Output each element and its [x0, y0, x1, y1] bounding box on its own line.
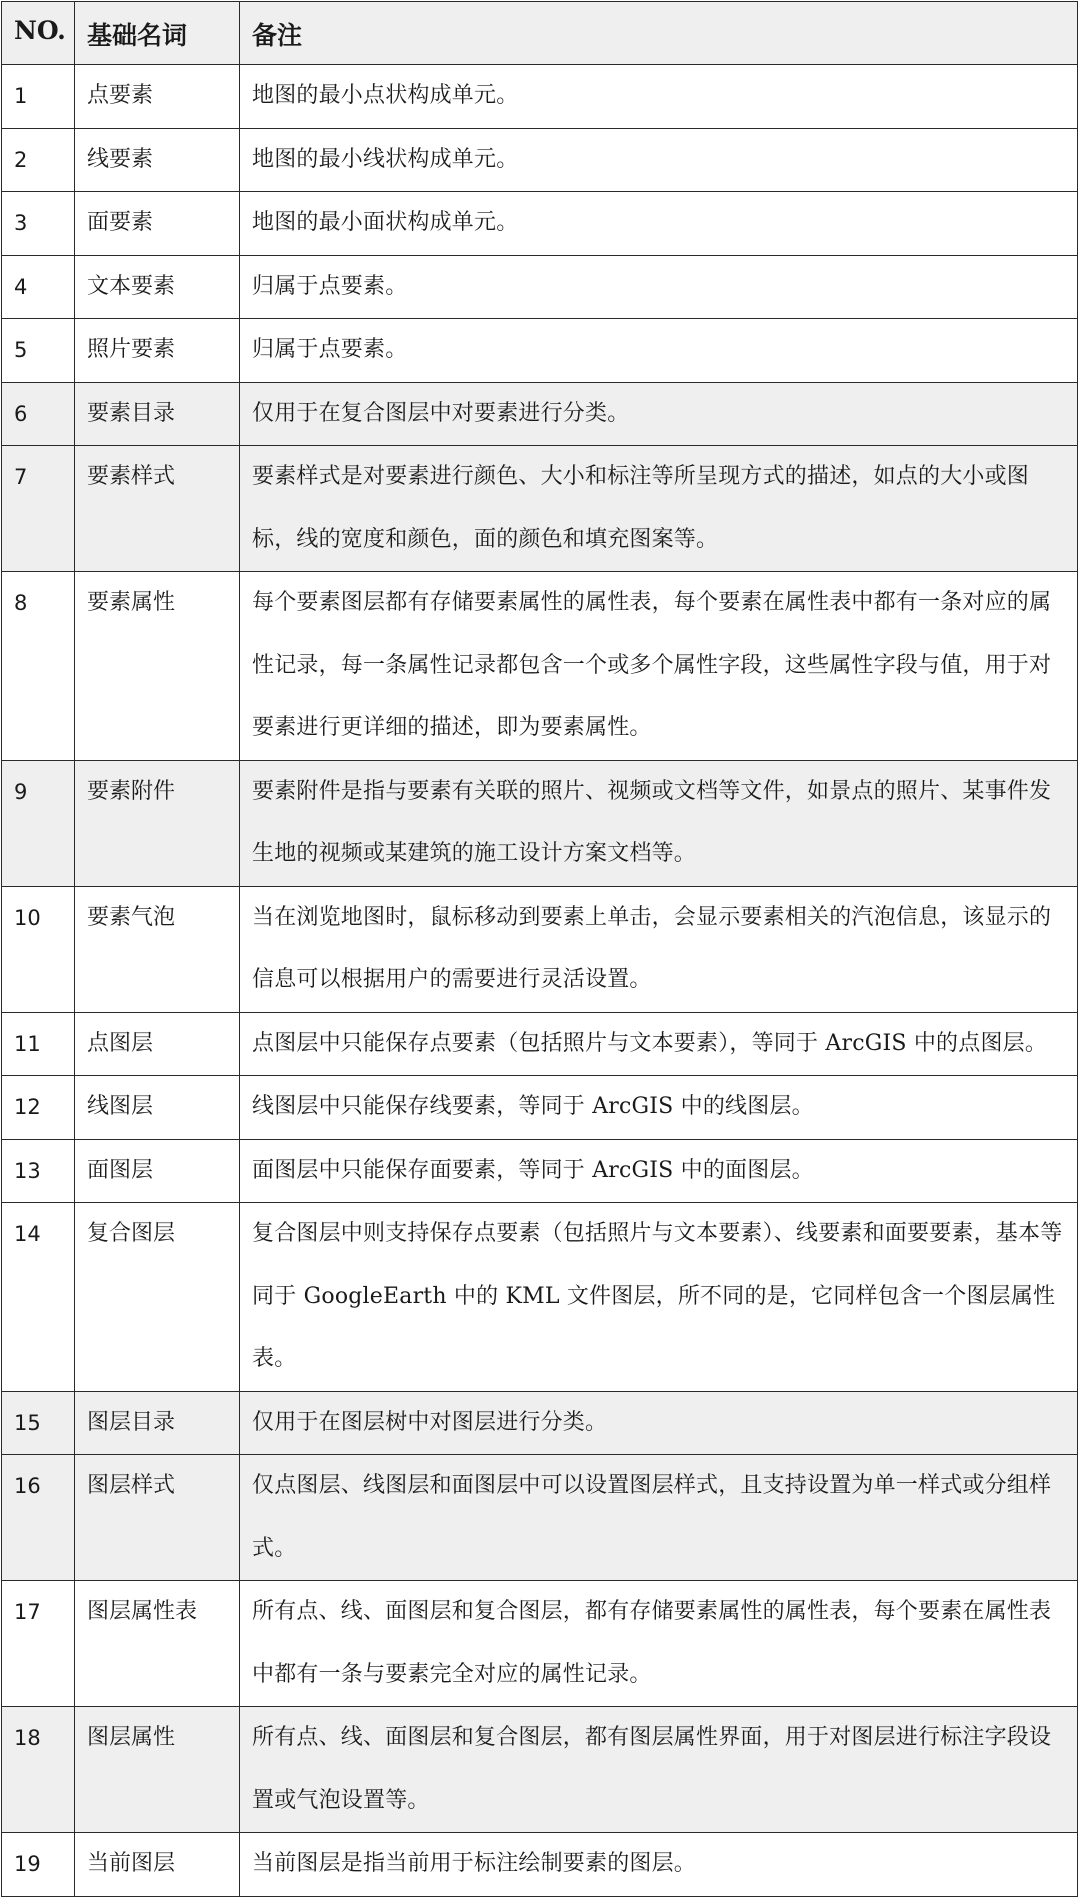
row-note: 要素样式是对要素进行颜色、大小和标注等所呈现方式的描述，如点的大小或图标，线的宽度和颜色，面的颜色和填充图案等。 [240, 446, 1078, 572]
row-note: 仅用于在图层树中对图层进行分类。 [240, 1391, 1078, 1455]
row-number: 5 [2, 319, 75, 383]
row-note: 归属于点要素。 [240, 255, 1078, 319]
row-note: 线图层中只能保存线要素，等同于 ArcGIS 中的线图层。 [240, 1076, 1078, 1140]
table-body [2, 65, 1078, 1897]
row-term: 要素样式 [75, 446, 240, 572]
row-note: 每个要素图层都有存储要素属性的属性表，每个要素在属性表中都有一条对应的属性记录，每一条属性记录都包含一个或多个属性字段，这些属性字段与值，用于对要素进行更详细的描述，即为要素属性。 [240, 572, 1078, 761]
row-number: 12 [2, 1076, 75, 1140]
table-row [2, 1391, 1078, 1455]
table-row [2, 128, 1078, 192]
row-term: 面图层 [75, 1139, 240, 1203]
row-number: 13 [2, 1139, 75, 1203]
row-note: 面图层中只能保存面要素，等同于 ArcGIS 中的面图层。 [240, 1139, 1078, 1203]
row-number: 1 [2, 65, 75, 129]
row-number: 11 [2, 1012, 75, 1076]
row-term: 要素目录 [75, 382, 240, 446]
table-row [2, 1139, 1078, 1203]
row-note: 仅用于在复合图层中对要素进行分类。 [240, 382, 1078, 446]
row-note: 地图的最小线状构成单元。 [240, 128, 1078, 192]
row-number: 14 [2, 1203, 75, 1392]
table-row [2, 1833, 1078, 1897]
row-note: 地图的最小点状构成单元。 [240, 65, 1078, 129]
row-number: 9 [2, 760, 75, 886]
row-number: 15 [2, 1391, 75, 1455]
table-row [2, 382, 1078, 446]
row-number: 7 [2, 446, 75, 572]
row-note: 复合图层中则支持保存点要素（包括照片与文本要素）、线要素和面要要素，基本等同于 GoogleEarth 中的 KML 文件图层，所不同的是，它同样包含一个图层属性表。 [240, 1203, 1078, 1392]
row-term: 当前图层 [75, 1833, 240, 1897]
row-note: 点图层中只能保存点要素（包括照片与文本要素），等同于 ArcGIS 中的点图层。 [240, 1012, 1078, 1076]
table-row [2, 1076, 1078, 1140]
row-note: 所有点、线、面图层和复合图层，都有图层属性界面，用于对图层进行标注字段设置或气泡设置等。 [240, 1707, 1078, 1833]
row-term: 照片要素 [75, 319, 240, 383]
row-term: 面要素 [75, 192, 240, 256]
header-no: NO. [2, 2, 75, 65]
table-header-row [2, 2, 1078, 65]
table-row [2, 1203, 1078, 1392]
row-number: 19 [2, 1833, 75, 1897]
header-note: 备注 [240, 2, 1078, 65]
row-term: 复合图层 [75, 1203, 240, 1392]
table-row [2, 192, 1078, 256]
row-note: 地图的最小面状构成单元。 [240, 192, 1078, 256]
table-row [2, 319, 1078, 383]
header-term: 基础名词 [75, 2, 240, 65]
row-note: 当前图层是指当前用于标注绘制要素的图层。 [240, 1833, 1078, 1897]
table-row [2, 760, 1078, 886]
row-number: 8 [2, 572, 75, 761]
table-row [2, 886, 1078, 1012]
row-note: 要素附件是指与要素有关联的照片、视频或文档等文件，如景点的照片、某事件发生地的视频或某建筑的施工设计方案文档等。 [240, 760, 1078, 886]
row-note: 归属于点要素。 [240, 319, 1078, 383]
row-term: 图层属性 [75, 1707, 240, 1833]
table-row [2, 572, 1078, 761]
row-term: 要素属性 [75, 572, 240, 761]
row-term: 要素附件 [75, 760, 240, 886]
row-term: 点图层 [75, 1012, 240, 1076]
table-row [2, 65, 1078, 129]
row-number: 17 [2, 1581, 75, 1707]
row-term: 图层目录 [75, 1391, 240, 1455]
row-note: 所有点、线、面图层和复合图层，都有存储要素属性的属性表，每个要素在属性表中都有一条与要素完全对应的属性记录。 [240, 1581, 1078, 1707]
row-term: 要素气泡 [75, 886, 240, 1012]
row-number: 10 [2, 886, 75, 1012]
glossary-table [1, 1, 1078, 1897]
table-row [2, 255, 1078, 319]
table-row [2, 446, 1078, 572]
row-number: 18 [2, 1707, 75, 1833]
row-number: 3 [2, 192, 75, 256]
row-number: 2 [2, 128, 75, 192]
row-term: 图层属性表 [75, 1581, 240, 1707]
row-number: 4 [2, 255, 75, 319]
table-row [2, 1012, 1078, 1076]
table-row [2, 1455, 1078, 1581]
row-term: 文本要素 [75, 255, 240, 319]
table-row [2, 1707, 1078, 1833]
row-number: 6 [2, 382, 75, 446]
row-term: 线图层 [75, 1076, 240, 1140]
table-row [2, 1581, 1078, 1707]
row-term: 线要素 [75, 128, 240, 192]
row-note: 当在浏览地图时，鼠标移动到要素上单击，会显示要素相关的汽泡信息，该显示的信息可以根据用户的需要进行灵活设置。 [240, 886, 1078, 1012]
row-note: 仅点图层、线图层和面图层中可以设置图层样式，且支持设置为单一样式或分组样式。 [240, 1455, 1078, 1581]
row-term: 图层样式 [75, 1455, 240, 1581]
row-number: 16 [2, 1455, 75, 1581]
row-term: 点要素 [75, 65, 240, 129]
